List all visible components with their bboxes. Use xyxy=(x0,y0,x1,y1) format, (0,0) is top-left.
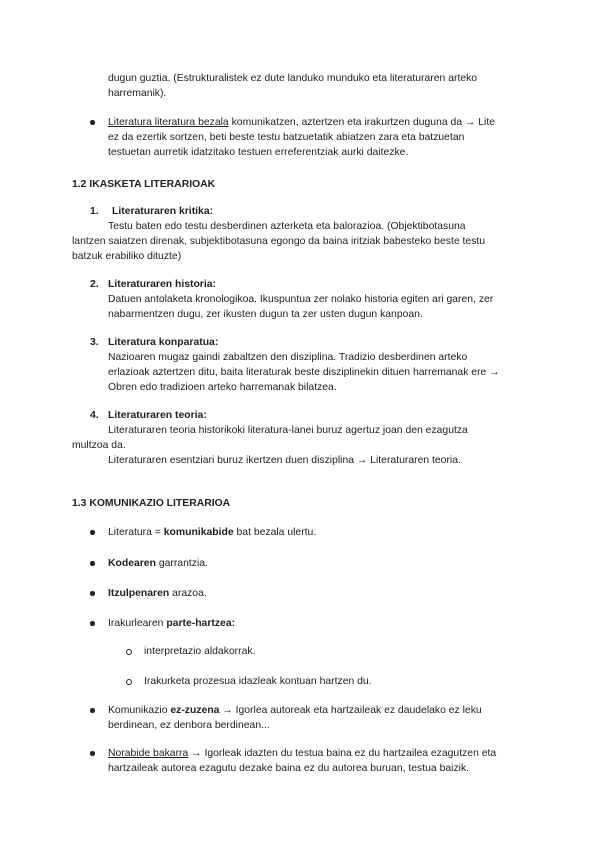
item-kritika-line-3: batzuk erabiliko dituzte) xyxy=(72,251,182,262)
bullet-norabide-line-1: Norabide bakarra → Igorleak idazten du testua baina ez du hartzailea ezagutzen eta xyxy=(108,748,497,759)
bullet-icon xyxy=(90,120,95,125)
bullet-irakurlearen: Irakurlearen parte-hartzea: xyxy=(108,618,236,629)
underlined-term: Literatura literatura bezala xyxy=(108,117,229,128)
sub-bullet-icon xyxy=(126,679,132,685)
section-heading-1-3: 1.3 KOMUNIKAZIO LITERARIOA xyxy=(72,498,231,509)
item-historia-line-2: nabarmentzen dugu, zer ikusten dugun ta zer usten dugun kanpoan. xyxy=(108,309,423,320)
sub-bullet-icon xyxy=(126,649,132,655)
item-kritika-line-2: lantzen saiatzen direnak, subjektibotasuna egongo da baina iritziak babesteko beste testu xyxy=(72,236,486,247)
list-number-3: 3. xyxy=(90,337,99,348)
bullet-icon xyxy=(90,561,95,566)
item-title-historia: Literaturaren historia: xyxy=(108,279,216,290)
item-title-kritika: Literaturaren kritika: xyxy=(112,206,214,217)
bullet-icon xyxy=(90,591,95,596)
item-konparatua-line-1: Nazioaren mugaz gaindi zabaltzen den disziplina. Tradizio desberdinen arteko xyxy=(108,352,468,363)
bullet-literatura-line-1: Literatura literatura bezala komunikatzen, aztertzen eta irakurtzen duguna da → Lite xyxy=(108,117,495,128)
section-heading-1-2: 1.2 IKASKETA LITERARIOAK xyxy=(72,179,216,190)
item-teoria-line-1: Literaturaren teoria historikoki literatura-lanei buruz agertuz joan den ezagutza xyxy=(108,425,468,436)
item-teoria-line-3: Literaturaren esentziari buruz ikertzen duen disziplina → Literaturaren teoria. xyxy=(108,455,461,466)
bullet-icon xyxy=(90,621,95,626)
intro-line-1: dugun guztia. (Estrukturalistek ez dute landuko munduko eta literaturaren arteko xyxy=(108,73,478,84)
item-konparatua-line-2: erlazioak aztertzen ditu, baita literaturak beste disziplinekin dituen harremanak ere → xyxy=(108,367,500,378)
bullet-icon xyxy=(90,751,95,756)
bullet-literatura-line-3: testuetan aurretik idatzitako testuen erreferentziak aurki daitezke. xyxy=(108,147,409,158)
sub-item-interpretazio: interpretazio aldakorrak. xyxy=(144,646,256,657)
bullet-icon xyxy=(90,708,95,713)
bullet-itzulpenaren: Itzulpenaren arazoa. xyxy=(108,588,207,599)
bullet-icon xyxy=(90,530,95,535)
list-number-4: 4. xyxy=(90,410,99,421)
item-title-teoria: Literaturaren teoria: xyxy=(108,410,207,421)
bullet-ez-zuzena-line-2: berdinean, ez denbora berdinean... xyxy=(108,720,270,731)
item-teoria-line-2: multzoa da. xyxy=(72,440,126,451)
item-kritika-line-1: Testu baten edo testu desberdinen azterketa eta balorazioa. (Objektibotasuna xyxy=(108,221,466,232)
bullet-literatura-line-2: ez da ezertik sortzen, beti beste testu batzuetatik abiatzen zara eta batzuetan xyxy=(108,132,465,143)
bullet-norabide-line-2: hartzaileak autorea ezagutu dezake baina ez du autorea buruan, testua baizik. xyxy=(108,763,470,774)
list-number-2: 2. xyxy=(90,279,99,290)
bullet-komunikabide: Literatura = komunikabide bat bezala ulertu. xyxy=(108,527,317,538)
bullet-ez-zuzena-line-1: Komunikazio ez-zuzena → Igorlea autoreak eta hartzaileak ez daudelako ez leku xyxy=(108,705,482,716)
item-title-konparatua: Literatura konparatua: xyxy=(108,337,219,348)
item-historia-line-1: Datuen antolaketa kronologikoa. Ikuspuntua zer nolako historia egiten ari garen, zer xyxy=(108,294,494,305)
item-konparatua-line-3: Obren edo tradizioen arteko harremanak bilatzea. xyxy=(108,382,337,393)
list-number-1: 1. xyxy=(90,206,99,217)
bullet-kodearen: Kodearen garrantzia. xyxy=(108,558,208,569)
sub-item-irakurketa: Irakurketa prozesua idazleak kontuan hartzen du. xyxy=(144,676,372,687)
intro-line-2: harremanik). xyxy=(108,88,167,99)
